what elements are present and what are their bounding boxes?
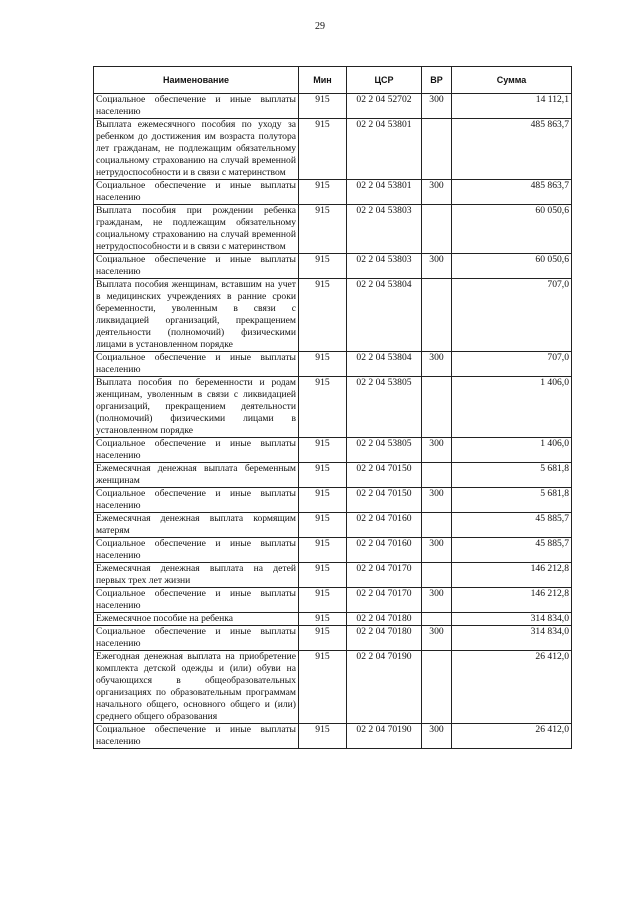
cell-min: 915	[299, 94, 347, 119]
cell-vr: 300	[422, 254, 452, 279]
cell-csr: 02 2 04 53804	[347, 352, 422, 377]
table-row	[94, 279, 572, 352]
cell-vr	[422, 613, 452, 626]
cell-min: 915	[299, 563, 347, 588]
cell-vr: 300	[422, 438, 452, 463]
cell-name: Социальное обеспечение и иные выплаты населению	[94, 538, 299, 563]
cell-csr: 02 2 04 53805	[347, 438, 422, 463]
cell-sum: 5 681,8	[452, 463, 572, 488]
cell-name: Ежемесячное пособие на ребенка	[94, 613, 299, 626]
table-row	[94, 724, 572, 749]
header-vr: ВР	[422, 67, 452, 94]
cell-name: Социальное обеспечение и иные выплаты населению	[94, 588, 299, 613]
cell-csr: 02 2 04 52702	[347, 94, 422, 119]
cell-csr: 02 2 04 70170	[347, 563, 422, 588]
cell-csr: 02 2 04 53803	[347, 205, 422, 254]
cell-csr: 02 2 04 53805	[347, 377, 422, 438]
cell-sum: 314 834,0	[452, 626, 572, 651]
cell-sum: 485 863,7	[452, 119, 572, 180]
cell-name: Социальное обеспечение и иные выплаты населению	[94, 488, 299, 513]
cell-vr	[422, 463, 452, 488]
cell-name: Выплата ежемесячного пособия по уходу за ребенком до достижения им возраста полутора лет гражданам, не подлежащим обязательному социальному страхованию на случай временной нетрудоспособности и в связи с материнством	[94, 119, 299, 180]
cell-name: Социальное обеспечение и иные выплаты населению	[94, 254, 299, 279]
table-row	[94, 538, 572, 563]
cell-vr: 300	[422, 488, 452, 513]
cell-min: 915	[299, 513, 347, 538]
cell-sum: 14 112,1	[452, 94, 572, 119]
cell-min: 915	[299, 377, 347, 438]
table-row	[94, 438, 572, 463]
cell-csr: 02 2 04 70180	[347, 626, 422, 651]
cell-name: Социальное обеспечение и иные выплаты населению	[94, 724, 299, 749]
cell-name: Ежегодная денежная выплата на приобретение комплекта детской одежды и (или) обуви на обучающихся в общеобразовательных организациях по образовательным программам начального общего, основного общего и (или) среднего общего образования	[94, 651, 299, 724]
cell-vr: 300	[422, 538, 452, 563]
cell-min: 915	[299, 180, 347, 205]
cell-name: Выплата пособия по беременности и родам женщинам, уволенным в связи с ликвидацией организаций, прекращением деятельности (полномочий) физическими лицами в установленном порядке	[94, 377, 299, 438]
cell-vr: 300	[422, 352, 452, 377]
cell-vr	[422, 513, 452, 538]
table-row	[94, 651, 572, 724]
cell-min: 915	[299, 463, 347, 488]
cell-sum: 1 406,0	[452, 438, 572, 463]
cell-name: Социальное обеспечение и иные выплаты населению	[94, 94, 299, 119]
cell-min: 915	[299, 588, 347, 613]
cell-vr	[422, 377, 452, 438]
cell-csr: 02 2 04 53804	[347, 279, 422, 352]
cell-min: 915	[299, 538, 347, 563]
cell-min: 915	[299, 488, 347, 513]
cell-vr	[422, 651, 452, 724]
cell-name: Ежемесячная денежная выплата беременным женщинам	[94, 463, 299, 488]
cell-min: 915	[299, 626, 347, 651]
cell-vr: 300	[422, 180, 452, 205]
cell-min: 915	[299, 352, 347, 377]
cell-min: 915	[299, 205, 347, 254]
cell-vr	[422, 119, 452, 180]
cell-csr: 02 2 04 53803	[347, 254, 422, 279]
header-csr: ЦСР	[347, 67, 422, 94]
cell-csr: 02 2 04 53801	[347, 180, 422, 205]
header-min: Мин	[299, 67, 347, 94]
cell-csr: 02 2 04 70190	[347, 651, 422, 724]
cell-min: 915	[299, 119, 347, 180]
cell-vr: 300	[422, 626, 452, 651]
table-row	[94, 513, 572, 538]
cell-name: Социальное обеспечение и иные выплаты населению	[94, 180, 299, 205]
cell-sum: 45 885,7	[452, 513, 572, 538]
table-row	[94, 377, 572, 438]
cell-sum: 1 406,0	[452, 377, 572, 438]
table-row	[94, 613, 572, 626]
cell-min: 915	[299, 438, 347, 463]
cell-sum: 707,0	[452, 279, 572, 352]
cell-name: Ежемесячная денежная выплата кормящим матерям	[94, 513, 299, 538]
cell-csr: 02 2 04 70150	[347, 463, 422, 488]
cell-name: Социальное обеспечение и иные выплаты населению	[94, 352, 299, 377]
cell-sum: 45 885,7	[452, 538, 572, 563]
cell-sum: 5 681,8	[452, 488, 572, 513]
cell-csr: 02 2 04 70150	[347, 488, 422, 513]
cell-vr: 300	[422, 94, 452, 119]
cell-sum: 485 863,7	[452, 180, 572, 205]
header-sum: Сумма	[452, 67, 572, 94]
table-header-row	[94, 67, 572, 94]
cell-sum: 26 412,0	[452, 651, 572, 724]
cell-csr: 02 2 04 70160	[347, 513, 422, 538]
table-row	[94, 180, 572, 205]
cell-name: Социальное обеспечение и иные выплаты населению	[94, 438, 299, 463]
cell-csr: 02 2 04 70160	[347, 538, 422, 563]
cell-vr	[422, 563, 452, 588]
cell-sum: 146 212,8	[452, 588, 572, 613]
cell-name: Выплата пособия женщинам, вставшим на учет в медицинских учреждениях в ранние сроки беременности, уволенным в связи с ликвидацией организаций, прекращением деятельности (полномочий) физическими лицами в установленном порядке	[94, 279, 299, 352]
table-row	[94, 463, 572, 488]
budget-table	[93, 66, 572, 749]
table-row	[94, 563, 572, 588]
cell-name: Выплата пособия при рождении ребенка гражданам, не подлежащим обязательному социальному страхованию на случай временной нетрудоспособности и в связи с материнством	[94, 205, 299, 254]
table-row	[94, 352, 572, 377]
table-row	[94, 626, 572, 651]
cell-name: Социальное обеспечение и иные выплаты населению	[94, 626, 299, 651]
cell-vr: 300	[422, 588, 452, 613]
header-name: Наименование	[94, 67, 299, 94]
cell-sum: 707,0	[452, 352, 572, 377]
cell-min: 915	[299, 254, 347, 279]
table-row	[94, 94, 572, 119]
table-row	[94, 119, 572, 180]
page-number: 29	[315, 21, 325, 32]
cell-sum: 146 212,8	[452, 563, 572, 588]
cell-sum: 26 412,0	[452, 724, 572, 749]
table-row	[94, 588, 572, 613]
cell-min: 915	[299, 613, 347, 626]
cell-vr	[422, 205, 452, 254]
cell-vr: 300	[422, 724, 452, 749]
cell-csr: 02 2 04 70180	[347, 613, 422, 626]
cell-min: 915	[299, 724, 347, 749]
cell-vr	[422, 279, 452, 352]
cell-min: 915	[299, 651, 347, 724]
cell-csr: 02 2 04 70170	[347, 588, 422, 613]
cell-sum: 60 050,6	[452, 205, 572, 254]
cell-csr: 02 2 04 70190	[347, 724, 422, 749]
cell-sum: 314 834,0	[452, 613, 572, 626]
table-row	[94, 205, 572, 254]
cell-csr: 02 2 04 53801	[347, 119, 422, 180]
table-row	[94, 488, 572, 513]
cell-min: 915	[299, 279, 347, 352]
cell-sum: 60 050,6	[452, 254, 572, 279]
table-row	[94, 254, 572, 279]
cell-name: Ежемесячная денежная выплата на детей первых трех лет жизни	[94, 563, 299, 588]
